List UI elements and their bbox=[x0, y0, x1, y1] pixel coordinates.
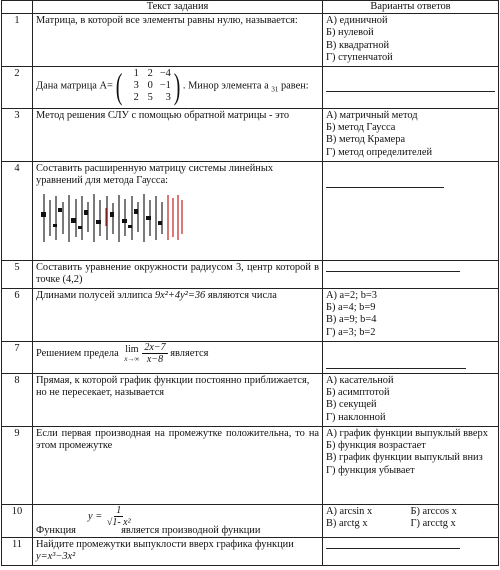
option-b[interactable]: Б) arccos x bbox=[410, 505, 457, 517]
formula-line bbox=[36, 504, 319, 528]
option-d[interactable]: Г) arcctg x bbox=[410, 518, 456, 530]
option-a[interactable]: А) касательной bbox=[326, 374, 394, 386]
answer-blank[interactable] bbox=[326, 179, 444, 188]
answer-cell bbox=[323, 260, 499, 288]
question-number: 1 bbox=[2, 14, 33, 67]
matrix-cell: 5 bbox=[147, 91, 153, 103]
question-number: 2 bbox=[2, 66, 33, 108]
question-text-after: является bbox=[170, 347, 209, 359]
matrix-cell: 0 bbox=[147, 79, 153, 91]
question-text: Составить расширенную матрицу системы линейных уравнений для метода Гаусса: bbox=[36, 162, 274, 187]
quiz-table bbox=[1, 0, 499, 566]
option-c[interactable]: В) a=9; b=4 bbox=[326, 314, 377, 326]
question-text bbox=[33, 538, 323, 566]
question-text: Метод решения СЛУ с помощью обратной матрицы - это bbox=[33, 108, 323, 161]
answer-blank[interactable] bbox=[326, 263, 460, 272]
question-row-7 bbox=[2, 341, 499, 373]
option-b[interactable]: Б) нулевой bbox=[326, 27, 374, 39]
question-row-9 bbox=[2, 426, 499, 504]
equation: 9x²+4y²=36 bbox=[154, 289, 206, 301]
question-row-2 bbox=[2, 66, 499, 108]
header-num bbox=[2, 1, 33, 14]
matrix bbox=[113, 67, 183, 105]
option-d[interactable]: Г) метод определителей bbox=[326, 146, 433, 158]
option-b[interactable]: Б) метод Гаусса bbox=[326, 122, 396, 134]
answer-cell bbox=[323, 538, 499, 566]
question-row-8 bbox=[2, 373, 499, 426]
question-text-before: Длинами полусей эллипса bbox=[36, 289, 153, 301]
denominator: x−8 bbox=[146, 353, 164, 365]
answer-cell bbox=[323, 341, 499, 373]
option-c[interactable]: В) секущей bbox=[326, 399, 377, 411]
answer-options bbox=[323, 14, 499, 67]
option-a[interactable]: А) единичной bbox=[326, 15, 388, 26]
option-d[interactable]: Г) ступенчатой bbox=[326, 52, 393, 64]
question-number: 9 bbox=[2, 426, 33, 504]
question-row-5 bbox=[2, 260, 499, 288]
answer-blank[interactable] bbox=[326, 360, 466, 369]
limit-subscript: x→∞ bbox=[124, 354, 140, 363]
formula-lhs: y = bbox=[88, 510, 103, 522]
question-text bbox=[33, 341, 323, 373]
limit bbox=[124, 344, 139, 363]
matrix-cell: 2 bbox=[147, 67, 153, 79]
subscript: 31 bbox=[271, 85, 279, 94]
question-row-6 bbox=[2, 288, 499, 341]
denominator: √1- x² bbox=[106, 516, 131, 528]
question-text-after: является производной функции bbox=[121, 524, 261, 536]
question-row-3 bbox=[2, 108, 499, 161]
answer-options bbox=[323, 108, 499, 161]
question-row-10 bbox=[2, 504, 499, 537]
matrix-cell: 3 bbox=[133, 79, 139, 91]
equation-system-image bbox=[36, 190, 319, 249]
limit-label: lim bbox=[125, 343, 139, 355]
option-b[interactable]: Б) асимптотой bbox=[326, 387, 390, 399]
question-number: 8 bbox=[2, 373, 33, 426]
question-text-main: Найдите промежутки выпуклости вверх графика функции bbox=[36, 539, 294, 551]
option-a[interactable]: А) матричный метод bbox=[326, 109, 418, 121]
option-c[interactable]: В) метод Крамера bbox=[326, 134, 406, 146]
question-row-1 bbox=[2, 14, 499, 67]
option-d[interactable]: Г) наклонной bbox=[326, 411, 386, 423]
answer-options bbox=[323, 504, 499, 537]
answer-blank[interactable] bbox=[326, 83, 495, 92]
option-c[interactable]: В) arctg x bbox=[326, 518, 368, 530]
option-a[interactable]: А) график функции выпуклый вверх bbox=[326, 427, 488, 439]
question-number: 7 bbox=[2, 341, 33, 373]
question-number: 11 bbox=[2, 538, 33, 566]
garbled-equation-image bbox=[36, 190, 186, 245]
question-text bbox=[33, 504, 323, 537]
question-number: 5 bbox=[2, 260, 33, 288]
option-grid bbox=[326, 506, 495, 531]
question-text: Прямая, к которой график функции постоянно приближается, но не пересекает, называется bbox=[33, 373, 323, 426]
numerator: 2x−7 bbox=[144, 341, 166, 353]
numerator: 1 bbox=[116, 504, 122, 516]
matrix-cell: 3 bbox=[165, 91, 171, 103]
matrix-cell: −4 bbox=[159, 67, 171, 79]
matrix-cell: 1 bbox=[133, 67, 139, 79]
question-text bbox=[33, 288, 323, 341]
option-c[interactable]: В) квадратной bbox=[326, 39, 390, 51]
matrix-cell: 2 bbox=[133, 91, 139, 103]
question-text-before: Дана матрица А= bbox=[36, 80, 113, 92]
question-text-after: являются числа bbox=[207, 289, 277, 301]
matrix-cell: −1 bbox=[159, 79, 171, 91]
option-d[interactable]: Г) a=3; b=2 bbox=[326, 326, 376, 338]
header-answers: Варианты ответов bbox=[323, 1, 499, 14]
question-text: Составить уравнение окружности радиусом 3, центр которой в точке (4,2) bbox=[33, 260, 323, 288]
question-text-after: . Минор элемента а bbox=[182, 80, 269, 92]
option-a[interactable]: А) a=2; b=3 bbox=[326, 289, 377, 301]
header-row bbox=[2, 1, 499, 14]
answer-options bbox=[323, 426, 499, 504]
question-text: Матрица, в которой все элементы равны нулю, называется: bbox=[33, 14, 323, 67]
header-question: Текст задания bbox=[33, 1, 323, 14]
fraction bbox=[142, 342, 167, 365]
option-b[interactable]: Б) a=4; b=9 bbox=[326, 302, 376, 314]
question-text-before: Функция bbox=[36, 524, 76, 536]
question-row-11 bbox=[2, 538, 499, 566]
question-number: 3 bbox=[2, 108, 33, 161]
question-text bbox=[33, 66, 323, 108]
matrix-grid bbox=[125, 68, 171, 104]
answer-cell bbox=[323, 161, 499, 260]
caption-line bbox=[36, 525, 319, 537]
option-c[interactable]: В) график функции выпуклый вниз bbox=[326, 452, 483, 464]
option-b[interactable]: Б) функция возрастает bbox=[326, 440, 426, 452]
option-d[interactable]: Г) функция убывает bbox=[326, 464, 415, 476]
answer-options bbox=[323, 373, 499, 426]
question-text-cell bbox=[33, 161, 323, 260]
matrix-right-bracket: ) bbox=[173, 65, 181, 106]
question-text-before: Решением предела bbox=[36, 347, 119, 359]
question-number: 10 bbox=[2, 504, 33, 537]
answer-blank[interactable] bbox=[326, 540, 460, 549]
matrix-left-bracket: ( bbox=[115, 65, 123, 106]
question-number: 6 bbox=[2, 288, 33, 341]
question-number: 4 bbox=[2, 161, 33, 260]
question-text: Если первая производная на промежутке положительна, то на этом промежутке bbox=[33, 426, 323, 504]
formula: y=x³−3x² bbox=[36, 551, 76, 563]
question-text-end: равен: bbox=[280, 80, 309, 92]
question-row-4 bbox=[2, 161, 499, 260]
option-a[interactable]: А) arcsin x bbox=[326, 505, 373, 517]
answer-options bbox=[323, 288, 499, 341]
answer-cell bbox=[323, 66, 499, 108]
